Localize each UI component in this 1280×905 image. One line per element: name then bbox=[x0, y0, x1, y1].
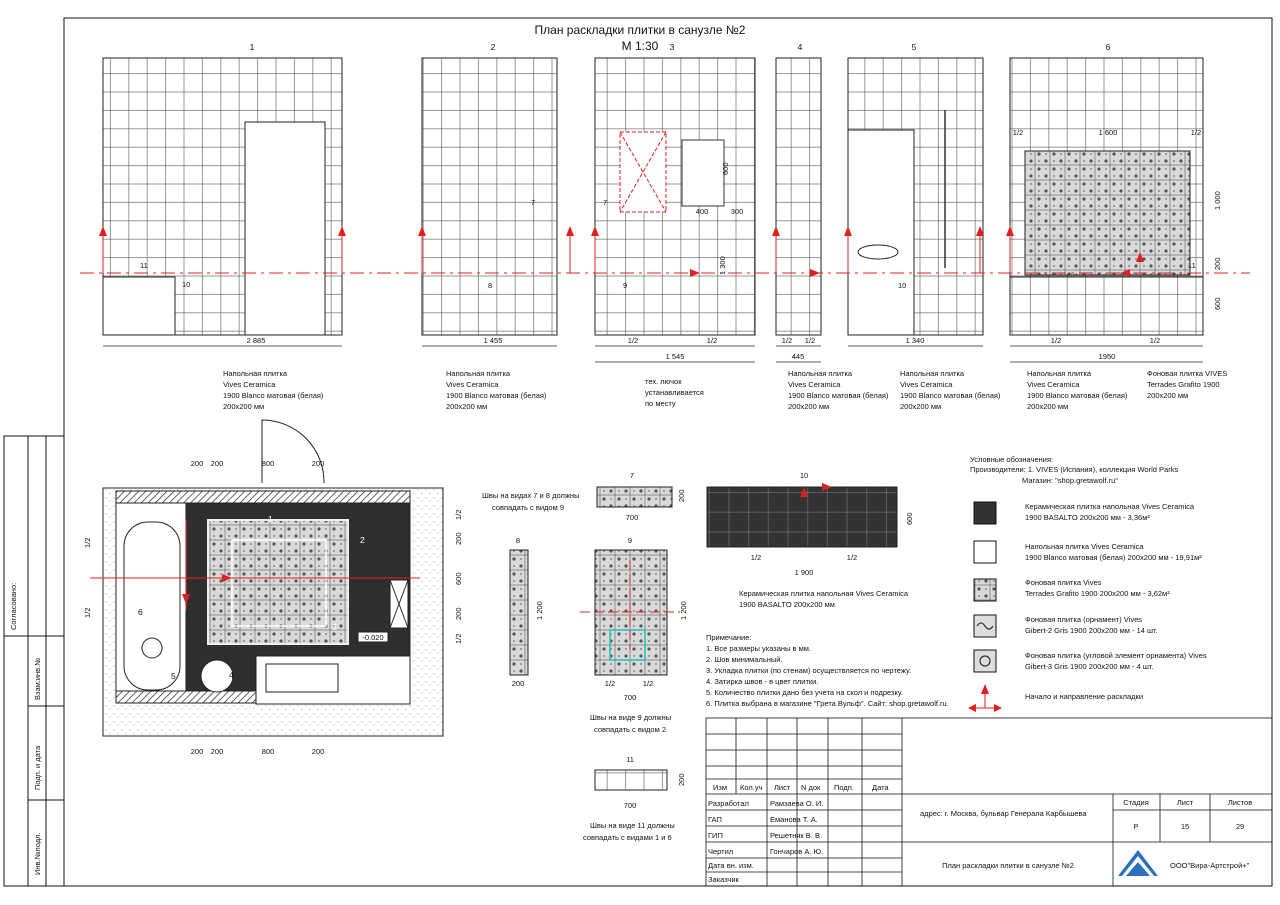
svg-text:2: 2 bbox=[360, 535, 365, 545]
swatch-pattern bbox=[974, 579, 996, 601]
svg-text:29: 29 bbox=[1235, 822, 1245, 831]
svg-text:Напольная плитка: Напольная плитка bbox=[446, 369, 511, 378]
caption-view-5 bbox=[900, 369, 1001, 411]
svg-text:700: 700 bbox=[623, 801, 637, 810]
view-number-5: 5 bbox=[911, 42, 917, 52]
svg-text:400: 400 bbox=[695, 207, 709, 216]
svg-text:Фоновая плитка (угловой элемен: Фоновая плитка (угловой элемент орнамента) Vives bbox=[1025, 651, 1207, 660]
svg-text:200: 200 bbox=[311, 459, 325, 468]
svg-text:Инв.№подл.: Инв.№подл. bbox=[33, 832, 42, 875]
svg-text:200: 200 bbox=[190, 747, 204, 756]
svg-text:3: 3 bbox=[332, 622, 337, 632]
svg-text:7: 7 bbox=[629, 471, 635, 480]
view-mark: 7 bbox=[603, 198, 608, 207]
svg-text:1/2: 1/2 bbox=[642, 679, 654, 688]
svg-text:200: 200 bbox=[210, 747, 224, 756]
svg-text:1900 Blanco матовая (белая): 1900 Blanco матовая (белая) bbox=[788, 391, 889, 400]
svg-text:Стадия: Стадия bbox=[1123, 798, 1149, 807]
caption-view-6 bbox=[1027, 369, 1227, 411]
svg-text:1/2: 1/2 bbox=[604, 679, 616, 688]
pattern-field bbox=[1025, 151, 1190, 275]
svg-text:Разработал: Разработал bbox=[708, 799, 749, 808]
svg-text:Подп.: Подп. bbox=[834, 783, 854, 792]
swatch-dark bbox=[974, 502, 996, 524]
svg-text:Решетняк В. В.: Решетняк В. В. bbox=[770, 831, 823, 840]
svg-text:Vives Ceramica: Vives Ceramica bbox=[223, 380, 276, 389]
svg-text:Изм: Изм bbox=[713, 783, 727, 792]
svg-text:Terrades Grafito 1900: Terrades Grafito 1900 bbox=[1147, 380, 1220, 389]
floor-level: -0.020 bbox=[362, 633, 384, 642]
svg-text:Vives Ceramica: Vives Ceramica bbox=[900, 380, 953, 389]
svg-text:Напольная плитка: Напольная плитка bbox=[223, 369, 288, 378]
elevation-views bbox=[80, 42, 1250, 411]
svg-text:Напольная плитка: Напольная плитка bbox=[1027, 369, 1092, 378]
width-dim-5: 1 340 bbox=[905, 336, 925, 345]
svg-text:1/2: 1/2 bbox=[1190, 128, 1202, 137]
svg-text:Чертил: Чертил bbox=[708, 847, 734, 856]
swatch-white bbox=[974, 541, 996, 563]
svg-text:6: 6 bbox=[138, 607, 143, 617]
svg-text:совпадать с видом 2: совпадать с видом 2 bbox=[594, 725, 666, 734]
svg-text:2. Шов минимальный.: 2. Шов минимальный. bbox=[706, 655, 783, 664]
svg-text:1/2: 1/2 bbox=[454, 509, 463, 520]
svg-text:совпадать с видами 1 и 6: совпадать с видами 1 и 6 bbox=[583, 833, 672, 842]
svg-text:300: 300 bbox=[730, 207, 744, 216]
view-mark: 8 bbox=[488, 281, 493, 290]
svg-text:1900 BASALTO 200х200 мм - 3,36: 1900 BASALTO 200х200 мм - 3,36м² bbox=[1025, 513, 1150, 522]
svg-text:Vives Ceramica: Vives Ceramica bbox=[788, 380, 841, 389]
view-number-4: 4 bbox=[797, 42, 803, 52]
elevation-2 bbox=[422, 58, 557, 335]
svg-text:1 300: 1 300 bbox=[718, 256, 727, 275]
svg-text:Terrades Grafito 1900 200х200: Terrades Grafito 1900 200х200 мм - 3,62м² bbox=[1025, 589, 1170, 598]
bath-side bbox=[103, 277, 175, 335]
view-mark: 9 bbox=[623, 281, 628, 290]
svg-text:Gibert-3 Gris 1900 200х200 мм: Gibert-3 Gris 1900 200х200 мм - 4 шт. bbox=[1025, 662, 1154, 671]
svg-text:совпадать с видом 9: совпадать с видом 9 bbox=[492, 503, 564, 512]
svg-text:1900 Blanco матовая (белая): 1900 Blanco матовая (белая) bbox=[1027, 391, 1128, 400]
view-number-2: 2 bbox=[490, 42, 496, 52]
caption-view-1 bbox=[223, 369, 324, 411]
svg-text:тех. лючок: тех. лючок bbox=[645, 377, 682, 386]
svg-text:Дата вн. изм.: Дата вн. изм. bbox=[708, 861, 754, 870]
svg-text:3. Укладка плитки (по стенам): 3. Укладка плитки (по стенам) осуществляется по чертежу. bbox=[706, 666, 912, 675]
svg-text:15: 15 bbox=[1180, 822, 1190, 831]
view-mark: 10 bbox=[182, 280, 191, 289]
svg-text:600: 600 bbox=[905, 512, 914, 525]
svg-text:200: 200 bbox=[210, 459, 224, 468]
view-mark: 11 bbox=[140, 261, 148, 270]
towel-rail bbox=[682, 140, 724, 206]
svg-text:Подп. и дата: Подп. и дата bbox=[33, 745, 42, 790]
svg-text:700: 700 bbox=[623, 693, 637, 702]
page-title: План раскладки плитки в санузле №2 bbox=[534, 23, 746, 37]
svg-text:10: 10 bbox=[799, 471, 809, 480]
svg-text:Листов: Листов bbox=[1227, 798, 1253, 807]
svg-text:ГАП: ГАП bbox=[708, 815, 722, 824]
width-dim-6: 1950 bbox=[1098, 352, 1116, 361]
svg-text:1 200: 1 200 bbox=[679, 601, 688, 620]
svg-text:8: 8 bbox=[515, 536, 521, 545]
svg-text:Швы на видах 7 и 8 должны: Швы на видах 7 и 8 должны bbox=[482, 491, 580, 500]
svg-text:1 900: 1 900 bbox=[794, 568, 814, 577]
svg-text:Керамическая плитка напольная: Керамическая плитка напольная Vives Ceramica bbox=[739, 589, 909, 598]
view-number-3: 3 bbox=[669, 42, 675, 52]
scale-label: М 1:30 bbox=[621, 39, 659, 53]
door-opening bbox=[245, 122, 325, 335]
svg-text:1/2: 1/2 bbox=[846, 553, 858, 562]
svg-text:200х200 мм: 200х200 мм bbox=[900, 402, 942, 411]
svg-text:Согласовано:: Согласовано: bbox=[9, 582, 18, 630]
svg-text:700: 700 bbox=[625, 513, 639, 522]
svg-text:1/2: 1/2 bbox=[804, 336, 816, 345]
svg-text:Заказчик: Заказчик bbox=[708, 875, 739, 884]
svg-text:1900 Blanco матовая (белая) 20: 1900 Blanco матовая (белая) 200х200 мм - 19,91м² bbox=[1025, 553, 1202, 562]
svg-text:1900 BASALTO 200х200 мм: 1900 BASALTO 200х200 мм bbox=[739, 600, 835, 609]
svg-text:5. Количество плитки дано без: 5. Количество плитки дано без учета на скол и подрезку. bbox=[706, 688, 903, 697]
width-dim-1: 2 885 bbox=[246, 336, 266, 345]
svg-text:Фоновая плитка (орнамент) Vive: Фоновая плитка (орнамент) Vives bbox=[1025, 615, 1143, 624]
svg-text:200х200 мм: 200х200 мм bbox=[1027, 402, 1069, 411]
svg-text:600: 600 bbox=[1213, 297, 1222, 310]
width-dim-4: 445 bbox=[791, 352, 805, 361]
sink bbox=[858, 245, 898, 259]
svg-text:200: 200 bbox=[311, 747, 325, 756]
svg-text:Фоновая плитка Vives: Фоновая плитка Vives bbox=[1025, 578, 1102, 587]
svg-text:200: 200 bbox=[677, 773, 686, 786]
svg-text:Р: Р bbox=[1133, 822, 1139, 831]
svg-text:200х200 мм: 200х200 мм bbox=[446, 402, 488, 411]
caption-view-4 bbox=[788, 369, 889, 411]
svg-text:Керамическая плитка напольная: Керамическая плитка напольная Vives Ceramica bbox=[1025, 502, 1195, 511]
svg-text:200х200 мм: 200х200 мм bbox=[1147, 391, 1189, 400]
svg-text:1 600: 1 600 bbox=[1098, 128, 1118, 137]
view-number-6: 6 bbox=[1105, 42, 1111, 52]
svg-text:Начало и направление раскладки: Начало и направление раскладки bbox=[1025, 692, 1144, 701]
svg-text:Условные обозначения:: Условные обозначения: bbox=[970, 455, 1054, 464]
svg-text:Примечание:: Примечание: bbox=[706, 633, 752, 642]
svg-text:1/2: 1/2 bbox=[454, 633, 463, 644]
svg-text:Швы на виде 11 должны: Швы на виде 11 должны bbox=[590, 821, 675, 830]
svg-text:200х200 мм: 200х200 мм bbox=[788, 402, 830, 411]
swatch-corner bbox=[974, 650, 996, 672]
svg-text:1/2: 1/2 bbox=[706, 336, 718, 345]
svg-text:200: 200 bbox=[511, 679, 525, 688]
svg-text:Еманова Т. А.: Еманова Т. А. bbox=[770, 815, 818, 824]
company-logo-icon bbox=[1118, 850, 1158, 876]
svg-text:Магазин: "shop.gretawolf.ru": Магазин: "shop.gretawolf.ru" bbox=[1022, 476, 1118, 485]
svg-text:Взам.инв.№: Взам.инв.№ bbox=[33, 657, 42, 700]
width-dim-3: 1 545 bbox=[665, 352, 685, 361]
company-name: ООО"Вира-Артстрой+" bbox=[1170, 861, 1250, 870]
view-number-1: 1 bbox=[249, 42, 255, 52]
svg-text:ГИП: ГИП bbox=[708, 831, 723, 840]
svg-text:1/2: 1/2 bbox=[83, 607, 92, 618]
svg-text:Кол.уч: Кол.уч bbox=[740, 783, 763, 792]
svg-text:4: 4 bbox=[229, 670, 234, 680]
svg-text:1/2: 1/2 bbox=[1012, 128, 1024, 137]
svg-text:6. Плитка выбрана в магазине ": 6. Плитка выбрана в магазине "Грета Вульф". Сайт: shop.gretawolf.ru. bbox=[706, 699, 949, 708]
floor-plan bbox=[83, 420, 463, 756]
svg-text:200х200 мм: 200х200 мм bbox=[223, 402, 265, 411]
svg-text:1 200: 1 200 bbox=[535, 601, 544, 620]
svg-text:9: 9 bbox=[627, 536, 633, 545]
svg-text:600: 600 bbox=[454, 572, 463, 585]
svg-text:1/2: 1/2 bbox=[1050, 336, 1062, 345]
svg-text:1 000: 1 000 bbox=[1213, 191, 1222, 210]
svg-text:1/2: 1/2 bbox=[750, 553, 762, 562]
svg-text:200: 200 bbox=[677, 489, 686, 502]
svg-text:Швы на виде 9 должны: Швы на виде 9 должны bbox=[590, 713, 672, 722]
legend bbox=[968, 455, 1207, 712]
width-dim-2: 1 455 bbox=[483, 336, 503, 345]
view-mark: 10 bbox=[898, 281, 907, 290]
svg-text:Гончаров А. Ю.: Гончаров А. Ю. bbox=[770, 847, 824, 856]
elevation-4 bbox=[776, 58, 821, 335]
svg-text:200: 200 bbox=[454, 532, 463, 545]
svg-text:200: 200 bbox=[190, 459, 204, 468]
drawing-title: План раскладки плитки в санузле №2 bbox=[942, 861, 1074, 870]
view-mark: 7 bbox=[531, 198, 536, 207]
svg-text:4. Затирка швов - в цвет плитк: 4. Затирка швов - в цвет плитки. bbox=[706, 677, 819, 686]
svg-text:200: 200 bbox=[1213, 257, 1222, 270]
svg-text:1. Все размеры указаны в мм.: 1. Все размеры указаны в мм. bbox=[706, 644, 811, 653]
svg-text:N док: N док bbox=[801, 783, 821, 792]
svg-text:по месту: по месту bbox=[645, 399, 676, 408]
svg-text:Производители: 1. VIVES (Испан: Производители: 1. VIVES (Испания), коллекция World Parks bbox=[970, 465, 1179, 474]
door-swing bbox=[262, 420, 324, 483]
svg-text:Vives Ceramica: Vives Ceramica bbox=[1027, 380, 1080, 389]
caption-view-2 bbox=[446, 369, 547, 411]
svg-text:Лист: Лист bbox=[774, 783, 791, 792]
svg-text:1/2: 1/2 bbox=[83, 537, 92, 548]
svg-text:Дата: Дата bbox=[872, 783, 889, 792]
svg-text:800: 800 bbox=[261, 747, 275, 756]
svg-text:1900 Blanco матовая (белая): 1900 Blanco матовая (белая) bbox=[446, 391, 547, 400]
caption-view-3 bbox=[645, 377, 704, 408]
svg-text:1900 Blanco матовая (белая): 1900 Blanco матовая (белая) bbox=[223, 391, 324, 400]
elevation-3 bbox=[595, 58, 755, 335]
notes bbox=[706, 633, 949, 708]
view-mark: 11 bbox=[1188, 261, 1196, 270]
address: адрес: г. Москва, бульвар Генерала Карбышева bbox=[920, 809, 1087, 818]
svg-text:Напольная плитка: Напольная плитка bbox=[788, 369, 853, 378]
svg-text:11: 11 bbox=[626, 755, 634, 764]
svg-text:Лист: Лист bbox=[1176, 798, 1194, 807]
svg-text:5: 5 bbox=[171, 671, 176, 681]
svg-text:Vives Ceramica: Vives Ceramica bbox=[446, 380, 499, 389]
svg-text:800: 800 bbox=[261, 459, 275, 468]
svg-text:1/2: 1/2 bbox=[781, 336, 793, 345]
svg-text:1900 Blanco матовая (белая): 1900 Blanco матовая (белая) bbox=[900, 391, 1001, 400]
arrow-icon bbox=[968, 684, 1002, 712]
svg-text:1/2: 1/2 bbox=[1149, 336, 1161, 345]
bathtub bbox=[124, 522, 180, 690]
svg-text:Gibert-2 Gris 1900 200х200 мм: Gibert-2 Gris 1900 200х200 мм - 14 шт. bbox=[1025, 626, 1158, 635]
svg-text:200: 200 bbox=[454, 607, 463, 620]
svg-text:Напольная плитка Vives Ceramic: Напольная плитка Vives Ceramica bbox=[1025, 542, 1144, 551]
svg-text:1: 1 bbox=[268, 514, 273, 524]
svg-text:устанавливается: устанавливается bbox=[645, 388, 704, 397]
side-stamp bbox=[4, 436, 64, 886]
svg-text:Напольная плитка: Напольная плитка bbox=[900, 369, 965, 378]
svg-text:600: 600 bbox=[721, 162, 730, 175]
svg-text:Фоновая плитка VIVES: Фоновая плитка VIVES bbox=[1147, 369, 1228, 378]
svg-text:1/2: 1/2 bbox=[627, 336, 639, 345]
svg-text:Рамзаева О. И.: Рамзаева О. И. bbox=[770, 799, 824, 808]
